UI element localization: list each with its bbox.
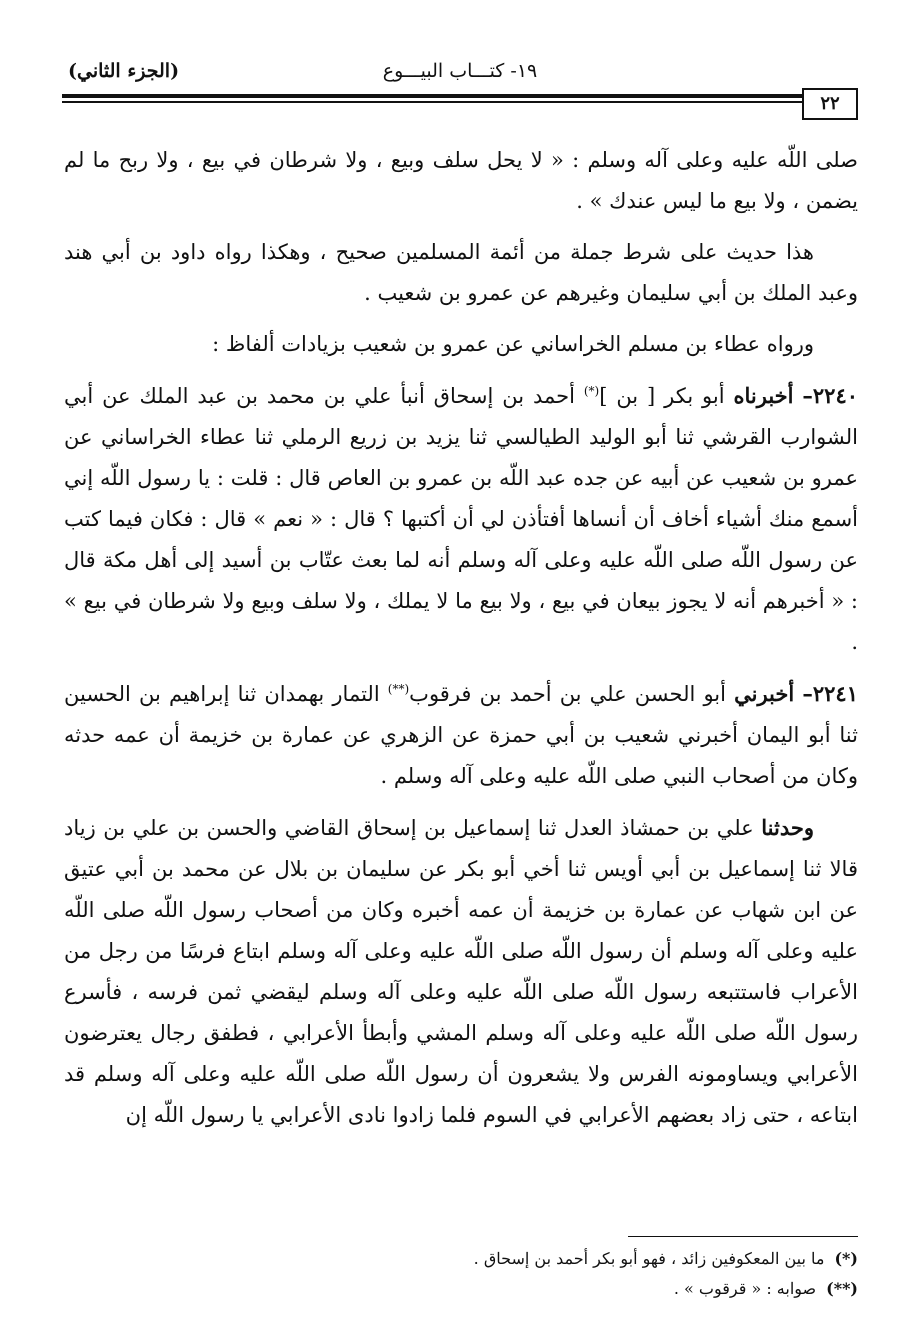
- footnote-marker: (**): [387, 682, 410, 696]
- paragraph-1: صلى اللّه عليه وعلى آله وسلم : « لا يحل سلف وبيع ، ولا شرطان في بيع ، ولا ربح ما لم يضمن ، ولا بيع ما ليس عندك » .: [64, 148, 858, 213]
- volume-label: (الجزء الثاني): [68, 60, 180, 82]
- hadith-keyword: أخبرني: [734, 681, 795, 706]
- header-rule-thin: [62, 101, 804, 103]
- paragraph-3: ورواه عطاء بن مسلم الخراساني عن عمرو بن شعيب بزيادات ألفاظ :: [212, 332, 814, 356]
- hadith-number: ٢٢٤١: [812, 681, 858, 706]
- footnote-text: ما بين المعكوفين زائد ، فهو أبو بكر أحمد بن إسحاق .: [473, 1249, 825, 1268]
- hadith-continuation: [64, 807, 858, 1136]
- hadith-text-part: أبو الحسن علي بن أحمد بن فرقوب: [409, 682, 735, 706]
- footnote-separator: [628, 1236, 858, 1237]
- hadith-text: علي بن حمشاذ العدل ثنا إسماعيل بن إسحاق القاضي والحسن بن علي بن زياد قالا ثنا إسماعيل بن أبي أويس ثنا أخي أبو بكر عن سليمان بن بلال عن محمد بن أبي عتيق عن ابن شهاب عن عمارة بن خزيمة أن عمه أخبره وكان من أصحاب رسول اللّه صلى اللّه عليه وعلى آله وسلم أن رسول اللّه صلى اللّه عليه وعلى آله وسلم ابتاع فرسًا من رجل من الأعراب فاستتبعه رسول اللّه صلى اللّه عليه وعلى آله وسلم ليقضي ثمن فرسه ، فأسرع رسول اللّه صلى اللّه عليه وعلى آله وسلم المشي وأبطأ الأعرابي ، فطفق رجال يعترضون الأعرابي ويساومونه الفرس ولا يشعرون أن رسول اللّه صلى اللّه عليه وعلى آله وسلم قد ابتاعه ، حتى زاد بعضهم الأعرابي في السوم فلما زادوا نادى الأعرابي يا رسول اللّه إن: [64, 816, 858, 1127]
- footnote-2: [64, 1274, 858, 1304]
- hadith-number: ٢٢٤٠: [812, 383, 859, 408]
- hadith-2240: [64, 375, 858, 663]
- hadith-keyword: أخبرناه: [733, 383, 794, 408]
- paragraph-2: هذا حديث على شرط جملة من أئمة المسلمين صحيح ، وهكذا رواه داود بن أبي هند وعبد الملك بن أبي سليمان وغيرهم عن عمرو بن شعيب .: [64, 240, 858, 305]
- footnotes: [64, 1244, 858, 1304]
- hadith-2241: [64, 673, 858, 797]
- main-text: [64, 140, 858, 1146]
- hadith-dash: –: [802, 383, 813, 408]
- hadith-dash: –: [802, 681, 813, 706]
- footnote-mark: (*): [834, 1249, 858, 1268]
- page-number: ٢٢: [802, 88, 858, 120]
- header-rule-thick: [62, 94, 804, 98]
- hadith-text: أحمد بن إسحاق أنبأ علي بن محمد بن عبد الملك عن أبي الشوارب القرشي ثنا أبو الوليد الطيالسي ثنا يزيد بن زريع الرملي ثنا عطاء الخراساني عن عمرو بن شعيب عن أبيه عن جده عبد اللّه بن عمرو بن العاص قال : قلت : يا رسول اللّه إني أسمع منك أشياء أخاف أن أنساها أفتأذن لي أن أكتبها ؟ قال : « نعم » قال : فكان فيما كتب عن رسول اللّه صلى اللّه عليه وعلى آله وسلم أنه لما بعث عتّاب بن أسيد إلى أهل مكة قال : « أخبرهم أنه لا يجوز بيعان في بيع ، ولا بيع ما لا يملك ، ولا سلف وبيع ولا شرطان في بيع » .: [64, 384, 858, 654]
- footnote-marker: (*): [583, 384, 600, 398]
- chapter-title: ١٩- كتـــاب البيـــوع: [382, 60, 538, 82]
- footnote-text: صوابه : « قرقوب » .: [673, 1279, 817, 1298]
- hadith-text-part: أبو بكر [ بن ]: [599, 384, 734, 408]
- hadith-text: التمار بهمدان ثنا إبراهيم بن الحسين ثنا أبو اليمان أخبرني شعيب بن أبي حمزة عن الزهري عن عمارة بن خزيمة أن عمه حدثه وكان من أصحاب النبي صلى اللّه عليه وعلى آله وسلم .: [64, 682, 858, 788]
- running-header: [62, 56, 858, 114]
- footnote-1: [64, 1244, 858, 1274]
- footnote-mark: (**): [826, 1279, 858, 1298]
- hadith-keyword: وحدثنا: [761, 815, 814, 840]
